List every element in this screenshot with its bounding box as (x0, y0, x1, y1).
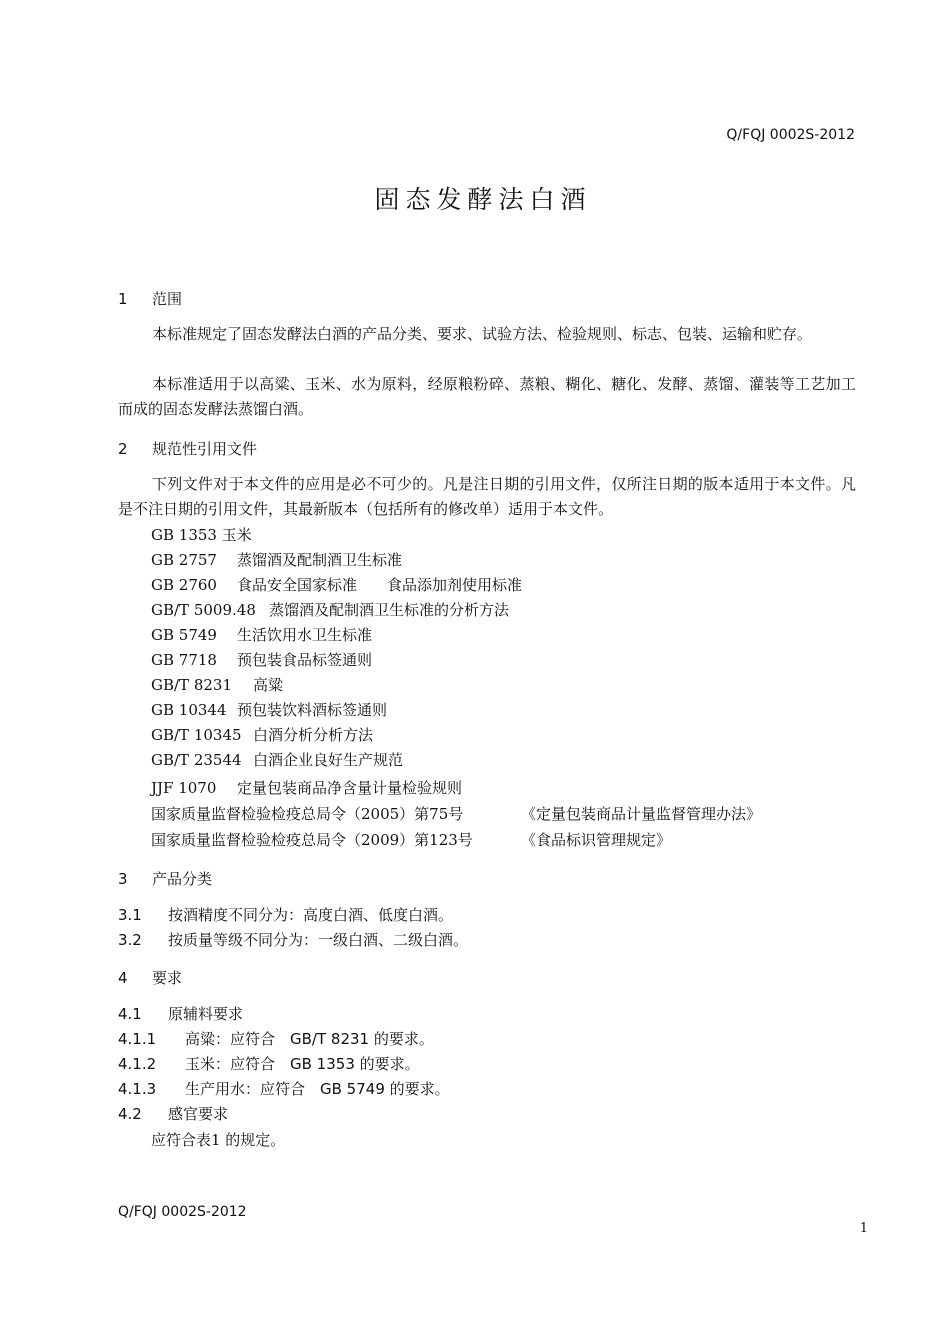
reference-item (151, 649, 372, 670)
reference-item (151, 624, 372, 645)
reference-name: 预包装食品标签通则 (237, 651, 373, 669)
clause-text: 按酒精度不同分为：高度白酒、低度白酒。 (168, 906, 454, 924)
reference-code: GB/T 23544 (151, 751, 242, 769)
header-standard-code: Q/FQJ 0002S-2012 (726, 127, 855, 143)
reference-name: 高粱 (253, 676, 284, 694)
section-number: 2 (118, 440, 128, 458)
footer-standard-code: Q/FQJ 0002S-2012 (118, 1204, 247, 1220)
document-title: 固态发酵法白酒 (374, 185, 592, 214)
reference-name: 生活饮用水卫生标准 (237, 626, 373, 644)
reference-name: 《定量包装商品计量监督管理办法》 (521, 805, 762, 823)
clause-4-2 (118, 1103, 228, 1124)
clause-4-1-3 (118, 1078, 450, 1099)
section-title: 规范性引用文件 (152, 440, 258, 458)
clause-number: 4.1 (118, 1005, 142, 1023)
clause-number: 4.1.2 (118, 1055, 157, 1073)
reference-item (151, 777, 462, 798)
reference-code: GB 2760 (151, 576, 217, 594)
reference-item (151, 674, 283, 695)
clause-4-1 (118, 1003, 243, 1024)
reference-code: GB 2757 (151, 551, 217, 569)
section-1-paragraph-1: 本标准规定了固态发酵法白酒的产品分类、要求、试验方法、检验规则、标志、包装、运输和贮存。 (152, 325, 813, 343)
reference-item (151, 749, 403, 770)
reference-code: GB 7718 (151, 651, 217, 669)
clause-number: 4.1.1 (118, 1030, 157, 1048)
clause-4-1-1 (118, 1028, 434, 1049)
section-2-paragraph-1: 下列文件对于本文件的应用是必不可少的。凡是注日期的引用文件，仅所注日期的版本适用于本文件。凡是不注日期的引用文件，其最新版本（包括所有的修改单）适用于本文件。 (118, 475, 856, 518)
reference-code: JJF 1070 (151, 779, 217, 797)
clause-3-2 (118, 929, 468, 950)
clause-number: 3.1 (118, 906, 142, 924)
section-4-heading (118, 967, 182, 988)
section-title: 产品分类 (152, 870, 213, 888)
section-1-paragraph-2: 本标准适用于以高粱、玉米、水为原料，经原粮粉碎、蒸粮、糊化、糖化、发酵、蒸馏、灌装等工艺加工而成的固态发酵法蒸馏白酒。 (118, 375, 856, 418)
clause-text: 玉米：应符合 GB 1353 的要求。 (185, 1055, 420, 1073)
reference-code: GB 5749 (151, 626, 217, 644)
reference-name: 蒸馏酒及配制酒卫生标准的分析方法 (269, 601, 510, 619)
reference-code: GB/T 8231 (151, 676, 233, 694)
reference-item (151, 524, 252, 545)
reference-item (151, 724, 373, 745)
reference-item (151, 599, 509, 620)
reference-name: 蒸馏酒及配制酒卫生标准 (237, 551, 403, 569)
clause-number: 3.2 (118, 931, 142, 949)
clause-4-1-2 (118, 1053, 420, 1074)
reference-name: 食品安全国家标准 食品添加剂使用标准 (237, 576, 523, 594)
section-number: 3 (118, 870, 128, 888)
reference-code: 国家质量监督检验检疫总局令（2009）第123号 (151, 831, 473, 849)
reference-item (151, 574, 522, 595)
reference-name: 预包装饮料酒标签通则 (237, 701, 388, 719)
reference-code: GB 10344 (151, 701, 227, 719)
reference-code: GB/T 5009.48 (151, 601, 256, 619)
clause-4-2-paragraph: 应符合表1 的规定。 (151, 1131, 286, 1149)
section-number: 4 (118, 969, 128, 987)
section-3-heading (118, 868, 212, 889)
reference-name: 定量包装商品净含量计量检验规则 (237, 779, 463, 797)
clause-number: 4.1.3 (118, 1080, 157, 1098)
reference-item (151, 549, 402, 570)
reference-name: 玉米 (221, 526, 252, 544)
clause-number: 4.2 (118, 1105, 142, 1123)
section-number: 1 (118, 290, 128, 308)
clause-text: 原辅料要求 (168, 1005, 244, 1023)
clause-text: 按质量等级不同分为：一级白酒、二级白酒。 (168, 931, 469, 949)
page-number: 1 (859, 1221, 868, 1236)
section-2-heading (118, 438, 257, 459)
section-1-heading (118, 288, 182, 309)
clause-text: 生产用水：应符合 GB 5749 的要求。 (185, 1080, 450, 1098)
reference-code: 国家质量监督检验检疫总局令（2005）第75号 (151, 805, 464, 823)
reference-item (151, 829, 671, 850)
reference-name: 白酒分析分析方法 (253, 726, 374, 744)
reference-item (151, 699, 387, 720)
reference-code: GB/T 10345 (151, 726, 242, 744)
clause-text: 感官要求 (168, 1105, 229, 1123)
reference-name: 白酒企业良好生产规范 (253, 751, 404, 769)
reference-item (151, 803, 761, 824)
section-title: 范围 (152, 290, 183, 308)
clause-3-1 (118, 904, 453, 925)
reference-code: GB 1353 (151, 526, 217, 544)
reference-name: 《食品标识管理规定》 (521, 831, 672, 849)
clause-text: 高粱：应符合 GB/T 8231 的要求。 (185, 1030, 434, 1048)
section-title: 要求 (152, 969, 183, 987)
